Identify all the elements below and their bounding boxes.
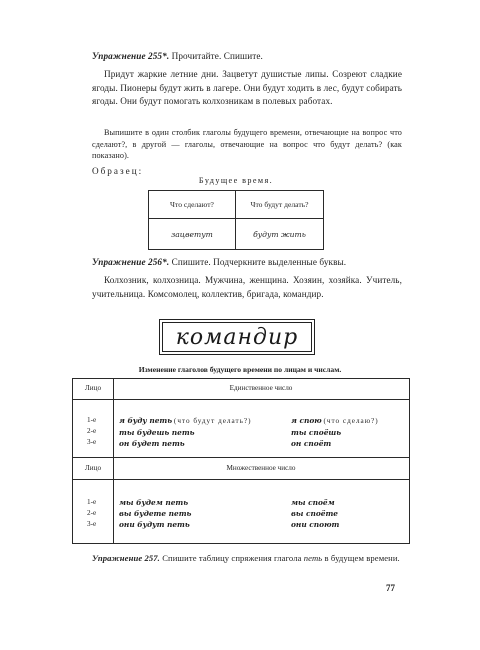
question-imperf: (что будут делать?)	[173, 417, 252, 425]
table-row-divider	[73, 457, 409, 458]
form-sg3-imperf: он будет петь	[119, 439, 185, 448]
ex256-title: Упражнение 256*.	[92, 257, 170, 267]
form-pl2-perf: вы споёте	[291, 509, 338, 518]
ex257-title: Упражнение 257.	[92, 553, 160, 563]
form-sg2-imperf: ты будешь петь	[119, 428, 195, 437]
plural-imperfective-forms	[119, 497, 191, 530]
ex256-heading	[92, 256, 402, 270]
page-number: 77	[386, 583, 395, 593]
table-row-divider	[73, 479, 409, 480]
plural-header: Множественное число	[226, 464, 296, 472]
conjugation-table	[72, 378, 410, 544]
boxed-word: командир	[175, 324, 299, 350]
ex256-text: Колхозник, колхозница. Мужчина, женщина. Хозяин, хозяйка. Учитель, учительница. Комсомолец, коллектив, бригада, командир.	[92, 275, 402, 299]
ex255-title: Упражнение 255*.	[92, 51, 170, 61]
form-pl1-imperf: мы будем петь	[119, 498, 189, 507]
person-2: 2-е	[87, 427, 97, 435]
table-row	[291, 415, 379, 427]
form-sg3-perf: он споёт	[291, 439, 332, 448]
ex255-instruction: Прочитайте. Спишите.	[171, 51, 263, 61]
person-1: 1-е	[87, 416, 97, 424]
person-1: 1-е	[87, 498, 97, 506]
ex255-heading	[92, 50, 402, 64]
singular-persons	[87, 415, 96, 448]
ex257-text	[92, 552, 402, 565]
ex257-instruction-after: в будущем времени.	[324, 553, 400, 563]
plural-perfective-forms	[291, 497, 339, 530]
sample-header-perfective: Что сделают?	[149, 191, 236, 219]
sample-value-perfective: зацветут	[149, 219, 236, 250]
boxed-word-frame	[162, 322, 312, 352]
form-sg1-imperf: я буду петь	[119, 416, 173, 425]
sample-caption: Будущее время.	[198, 176, 274, 185]
sample-label: Образец:	[92, 166, 144, 176]
person-3: 3-е	[87, 520, 97, 528]
form-sg1-perf: я спою	[291, 416, 322, 425]
table-row	[119, 415, 252, 427]
form-pl3-imperf: они будут петь	[119, 520, 190, 529]
conjugation-caption: Изменение глаголов будущего времени по лицам и числам.	[138, 365, 342, 374]
form-pl1-perf: мы споём	[291, 498, 335, 507]
face-header-plural: Лицо	[84, 464, 102, 472]
person-2: 2-е	[87, 509, 97, 517]
sample-value-imperfective: будут жить	[236, 219, 324, 250]
singular-imperfective-forms	[119, 415, 252, 449]
singular-perfective-forms	[291, 415, 379, 449]
sample-header-imperfective: Что будут делать?	[236, 191, 324, 219]
ex255-text: Придут жаркие летние дни. Зацветут душистые липы. Созреют сладкие ягоды. Пионеры будут жить в лагере. Они будут ходить в лес, будут собирать ягоды. Они будут помогать колхозникам в полевых работах.	[92, 69, 402, 107]
ex255-task: Выпишите в один столбик глаголы будущего времени, отвечающие на вопрос что сделают?, в другой — глаголы, отвечающие на вопрос что будут делать? (как показано).	[92, 128, 402, 161]
form-sg2-perf: ты споёшь	[291, 428, 342, 437]
singular-header: Единственное число	[229, 384, 293, 392]
face-header-singular: Лицо	[84, 384, 102, 392]
ex257-verb: петь	[303, 553, 323, 563]
form-pl3-perf: они споют	[291, 520, 340, 529]
form-pl2-imperf: вы будете петь	[119, 509, 192, 518]
table-row-divider	[73, 399, 409, 400]
sample-table	[148, 190, 324, 250]
plural-persons	[87, 497, 96, 530]
ex257-instruction-before: Спишите таблицу спряжения глагола	[162, 553, 302, 563]
question-perf: (что сделаю?)	[323, 417, 379, 425]
person-3: 3-е	[87, 438, 97, 446]
ex256-instruction: Спишите. Подчеркните выделенные буквы.	[171, 257, 347, 267]
table-column-divider	[113, 379, 114, 543]
